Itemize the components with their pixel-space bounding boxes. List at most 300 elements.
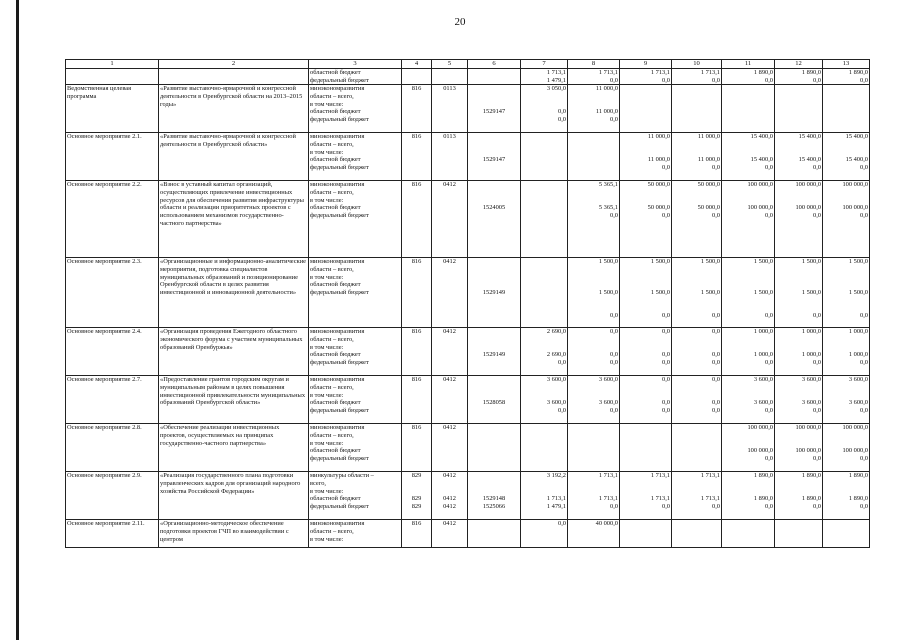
cell-line: в том числе:	[310, 535, 344, 543]
cell-line	[403, 384, 430, 392]
cell-line: 1 000,0	[801, 351, 821, 359]
cell-line: 2 690,0	[546, 328, 566, 336]
table-row	[66, 424, 870, 472]
cell-line: 1 713,1	[650, 495, 670, 503]
cell-line	[403, 399, 430, 407]
row-section-code	[432, 258, 468, 328]
row-grbs-code	[402, 472, 432, 520]
cell-line	[469, 149, 519, 157]
cell-line: минэкономразвития	[310, 424, 365, 432]
cell-line	[469, 133, 519, 141]
cell-line	[824, 480, 868, 488]
cell-line: 0,0	[765, 312, 773, 320]
cell-line: 3 192,2	[546, 472, 566, 480]
cell-line: 0,0	[662, 399, 670, 407]
cell-line: 1 713,1	[546, 495, 566, 503]
cell-line: областной бюджет	[310, 351, 361, 359]
row-amount-col-8	[568, 181, 620, 258]
cell-line: 50 000,0	[647, 204, 670, 212]
cell-line: области – всего,	[310, 336, 354, 344]
cell-line	[824, 149, 868, 157]
cell-line	[433, 447, 466, 455]
cell-line	[433, 344, 466, 352]
row-amount-col-7	[521, 258, 568, 328]
cell-line	[776, 281, 821, 289]
cell-line: 0412	[443, 503, 456, 511]
row-category: Основное мероприятие 2.9.	[66, 472, 159, 520]
cell-line: 1 500,0	[848, 289, 868, 297]
cell-line: 0,0	[662, 359, 670, 367]
cell-line	[433, 141, 466, 149]
row-amount-col-7	[521, 85, 568, 133]
row-amount-col-9	[620, 328, 672, 376]
row-section-code	[432, 181, 468, 258]
cell-line	[776, 488, 821, 496]
cell-line	[569, 344, 618, 352]
cell-line	[469, 376, 519, 384]
row-amount-col-11	[722, 472, 775, 520]
table-row	[66, 472, 870, 520]
cell-line: 0,0	[765, 455, 773, 463]
cell-line	[776, 305, 821, 313]
row-executor-source	[309, 376, 402, 424]
cell-line: федеральный бюджет	[310, 164, 369, 172]
row-amount-col-13	[823, 472, 870, 520]
row-amount-col-11	[722, 181, 775, 258]
page-number: 20	[454, 16, 466, 28]
cell-line: 40 000,0	[595, 520, 618, 528]
cell-line	[403, 344, 430, 352]
cell-line	[673, 392, 720, 400]
cell-line: 1 890,0	[801, 472, 821, 480]
cell-line	[433, 116, 466, 124]
cell-line	[433, 189, 466, 197]
cell-line	[723, 197, 773, 205]
cell-line	[433, 488, 466, 496]
cell-line	[569, 266, 618, 274]
cell-line: 0,0	[610, 76, 618, 84]
column-header-12: 12	[775, 60, 823, 69]
cell-line	[469, 85, 519, 93]
cell-line	[824, 440, 868, 448]
cell-line	[403, 359, 430, 367]
column-header-6: 6	[468, 60, 521, 69]
cell-line: 0,0	[662, 376, 670, 384]
cell-line: 1 890,0	[848, 495, 868, 503]
row-target-code	[468, 376, 521, 424]
cell-line	[469, 164, 519, 172]
column-header-5: 5	[432, 60, 468, 69]
cell-line: 11 000,0	[595, 108, 618, 116]
cell-line: 1 500,0	[700, 289, 720, 297]
row-amount-col-12	[775, 133, 823, 181]
cell-line: 0,0	[813, 503, 821, 511]
cell-line: области – всего,	[310, 93, 354, 101]
cell-line	[673, 274, 720, 282]
cell-line	[673, 149, 720, 157]
cell-line	[824, 488, 868, 496]
cell-line	[673, 305, 720, 313]
cell-line: 0412	[443, 181, 456, 189]
cell-line: 1 500,0	[598, 289, 618, 297]
row-category: Основное мероприятие 2.3.	[66, 258, 159, 328]
header-row	[66, 60, 870, 69]
cell-line	[469, 480, 519, 488]
cell-line	[776, 297, 821, 305]
cell-line: 816	[411, 85, 422, 93]
cell-line	[621, 305, 670, 313]
cell-line: 0,0	[860, 212, 868, 220]
cell-line	[776, 480, 821, 488]
cell-line	[403, 392, 430, 400]
table-row	[66, 328, 870, 376]
cell-line	[469, 328, 519, 336]
row-amount-col-8	[568, 85, 620, 133]
cell-line: областной бюджет	[310, 69, 361, 76]
cell-line	[433, 164, 466, 172]
cell-line	[469, 472, 519, 480]
cell-line: 1 890,0	[753, 472, 773, 480]
row-executor-source	[309, 424, 402, 472]
cell-line	[569, 93, 618, 101]
cell-line: 3 600,0	[546, 376, 566, 384]
cell-line: 3 050,0	[546, 85, 566, 93]
row-description: «Развитие выставочно-ярмарочной и конгрессной деятельности в Оренбургской области на 2013–2015 годы»	[159, 85, 309, 133]
cell-line: области – всего,	[310, 384, 354, 392]
cell-line	[824, 281, 868, 289]
row-category: Основное мероприятие 2.11.	[66, 520, 159, 548]
cell-line: 100 000,0	[747, 181, 773, 189]
row-executor-source	[309, 133, 402, 181]
cell-line	[469, 274, 519, 282]
cell-line	[776, 274, 821, 282]
cell-line: 11 000,0	[697, 156, 720, 164]
cell-line: в том числе:	[310, 196, 344, 204]
cell-line	[522, 384, 566, 392]
cell-line: 0,0	[662, 407, 670, 415]
cell-line: 5 365,1	[598, 204, 618, 212]
cell-line: 100 000,0	[842, 447, 868, 455]
cell-line: 0,0	[712, 503, 720, 511]
cell-line: 0,0	[712, 76, 720, 84]
cell-line	[723, 141, 773, 149]
cell-line	[433, 359, 466, 367]
cell-line: 0,0	[610, 407, 618, 415]
cell-line	[403, 407, 430, 415]
cell-line: 0,0	[610, 359, 618, 367]
cell-line: 1 890,0	[801, 495, 821, 503]
cell-line	[776, 141, 821, 149]
cell-line	[433, 281, 466, 289]
cell-line	[403, 141, 430, 149]
cell-line: 100 000,0	[747, 447, 773, 455]
cell-line: 100 000,0	[747, 204, 773, 212]
row-target-code	[468, 133, 521, 181]
row-category: Ведомственная целевая программа	[66, 85, 159, 133]
row-category: Основное мероприятие 2.4.	[66, 328, 159, 376]
cell-line	[569, 197, 618, 205]
row-amount-col-8	[568, 424, 620, 472]
cell-line: области – всего,	[310, 189, 354, 197]
cell-line: 15 400,0	[750, 156, 773, 164]
cell-line: федеральный бюджет	[310, 212, 369, 220]
cell-line: 1 500,0	[700, 258, 720, 266]
cell-line: 0,0	[813, 312, 821, 320]
row-grbs-code	[402, 424, 432, 472]
row-amount-col-8	[568, 133, 620, 181]
cell-line: федеральный бюджет	[310, 289, 369, 297]
row-amount-col-8	[568, 472, 620, 520]
cell-line: 3 600,0	[848, 399, 868, 407]
cell-line	[433, 336, 466, 344]
cell-line: 15 400,0	[798, 133, 821, 141]
cell-line: 0412	[443, 424, 456, 432]
cell-line	[403, 488, 430, 496]
cell-line	[433, 266, 466, 274]
row-executor-source	[309, 472, 402, 520]
cell-line	[522, 344, 566, 352]
cell-line	[403, 432, 430, 440]
row-amount-col-13	[823, 85, 870, 133]
cell-line: 0,0	[712, 328, 720, 336]
cell-line	[673, 297, 720, 305]
row-amount-col-12	[775, 258, 823, 328]
row-amount-col-12	[775, 85, 823, 133]
cell-line: 100 000,0	[842, 204, 868, 212]
cell-line: минэкономразвития	[310, 181, 365, 189]
cell-line	[824, 305, 868, 313]
row-amount-col-12	[775, 181, 823, 258]
cell-line: 0,0	[860, 76, 868, 84]
cell-line	[469, 344, 519, 352]
row-amount-col-9	[620, 376, 672, 424]
row-executor-source	[309, 328, 402, 376]
cell-line: 1 500,0	[598, 258, 618, 266]
cell-line	[673, 344, 720, 352]
cell-line: 0412	[443, 258, 456, 266]
cell-line: 0,0	[610, 312, 618, 320]
cell-line	[403, 274, 430, 282]
cell-line	[469, 197, 519, 205]
cell-line: 100 000,0	[795, 181, 821, 189]
cell-line	[403, 336, 430, 344]
row-amount-col-7	[521, 328, 568, 376]
cell-line: 1 890,0	[753, 69, 773, 76]
cell-line	[621, 297, 670, 305]
cell-line: 1 713,1	[700, 495, 720, 503]
cell-line: 816	[411, 520, 422, 528]
cell-line	[469, 281, 519, 289]
cell-line	[621, 488, 670, 496]
cell-line	[469, 407, 519, 415]
cell-line	[469, 93, 519, 101]
row-executor-source	[309, 258, 402, 328]
cell-line: 0,0	[712, 359, 720, 367]
cell-line	[621, 392, 670, 400]
cell-line: всего,	[310, 480, 326, 488]
cell-line: 1 500,0	[801, 289, 821, 297]
cell-line: 0,0	[712, 212, 720, 220]
cell-line: 0,0	[558, 359, 566, 367]
cell-line: минэкономразвития	[310, 133, 365, 141]
column-header-2: 2	[159, 60, 309, 69]
cell-line	[469, 101, 519, 109]
cell-line	[522, 392, 566, 400]
cell-line: 2 690,0	[546, 351, 566, 359]
cell-line: 0,0	[712, 407, 720, 415]
cell-line	[403, 93, 430, 101]
row-amount-col-9	[620, 258, 672, 328]
cell-line	[433, 399, 466, 407]
cell-line: 816	[411, 258, 422, 266]
row-amount-col-13	[823, 133, 870, 181]
row-target-code	[468, 69, 521, 85]
cell-line	[776, 189, 821, 197]
cell-line: 1 500,0	[753, 289, 773, 297]
cell-line: 3 600,0	[753, 376, 773, 384]
row-amount-col-11	[722, 85, 775, 133]
cell-line	[621, 197, 670, 205]
cell-line	[433, 440, 466, 448]
row-amount-col-9	[620, 520, 672, 548]
cell-line	[433, 156, 466, 164]
table-row	[66, 133, 870, 181]
cell-line: 1 479,1	[546, 503, 566, 511]
cell-line	[723, 281, 773, 289]
table-row	[66, 85, 870, 133]
row-amount-col-13	[823, 69, 870, 85]
cell-line: 0,0	[813, 76, 821, 84]
cell-line: 1 500,0	[801, 258, 821, 266]
cell-line	[776, 392, 821, 400]
cell-line: 0,0	[712, 376, 720, 384]
cell-line	[723, 305, 773, 313]
row-amount-col-7	[521, 424, 568, 472]
cell-line	[469, 258, 519, 266]
row-amount-col-11	[722, 328, 775, 376]
cell-line: 0,0	[712, 164, 720, 172]
cell-line	[621, 336, 670, 344]
cell-line: областной бюджет	[310, 108, 361, 116]
cell-line: федеральный бюджет	[310, 455, 369, 463]
cell-line	[433, 384, 466, 392]
cell-line: 50 000,0	[697, 181, 720, 189]
cell-line: 0412	[443, 495, 456, 503]
cell-line	[673, 189, 720, 197]
cell-line: 0,0	[662, 164, 670, 172]
row-description: «Организационно-методическое обеспечение подготовки проектов ГЧП во взаимодействии с центром	[159, 520, 309, 548]
cell-line: областной бюджет	[310, 204, 361, 212]
cell-line: в том числе:	[310, 487, 344, 495]
cell-line	[824, 189, 868, 197]
row-amount-col-12	[775, 69, 823, 85]
row-amount-col-9	[620, 85, 672, 133]
cell-line: 1 890,0	[801, 69, 821, 76]
cell-line: 1 713,1	[650, 472, 670, 480]
budget-table	[65, 59, 870, 548]
cell-line: 0,0	[813, 164, 821, 172]
cell-line	[776, 384, 821, 392]
cell-line	[433, 289, 466, 297]
cell-line	[433, 480, 466, 488]
cell-line	[469, 189, 519, 197]
cell-line	[723, 149, 773, 157]
cell-line: 829	[411, 472, 422, 480]
cell-line	[469, 116, 519, 124]
row-executor-source	[309, 520, 402, 548]
cell-line	[723, 189, 773, 197]
cell-line: 0,0	[813, 407, 821, 415]
row-grbs-code	[402, 520, 432, 548]
row-executor-source	[309, 69, 402, 85]
cell-line: 0,0	[558, 108, 566, 116]
column-header-8: 8	[568, 60, 620, 69]
cell-line	[403, 197, 430, 205]
cell-line: 1 000,0	[801, 328, 821, 336]
cell-line	[569, 297, 618, 305]
row-description: «Реализация государственного плана подготовки управленческих кадров для организаций народного хозяйства Российской Федерации»	[159, 472, 309, 520]
cell-line: областной бюджет	[310, 399, 361, 407]
cell-line: 0,0	[662, 212, 670, 220]
row-amount-col-13	[823, 181, 870, 258]
row-amount-col-10	[672, 181, 722, 258]
row-amount-col-7	[521, 520, 568, 548]
cell-line	[621, 141, 670, 149]
row-amount-col-11	[722, 424, 775, 472]
cell-line: 1 890,0	[848, 472, 868, 480]
cell-line: 100 000,0	[842, 424, 868, 432]
cell-line	[824, 344, 868, 352]
row-amount-col-7	[521, 133, 568, 181]
cell-line: 50 000,0	[647, 181, 670, 189]
cell-line	[776, 149, 821, 157]
row-amount-col-9	[620, 181, 672, 258]
cell-line: области – всего,	[310, 528, 354, 536]
row-grbs-code	[402, 69, 432, 85]
cell-line	[433, 93, 466, 101]
row-description: «Предоставление грантов городским округам и муниципальным районам в целях повышения инвестиционной привлекательности муниципальных образований Оренбургской области»	[159, 376, 309, 424]
cell-line	[621, 149, 670, 157]
cell-line	[569, 101, 618, 109]
cell-line: 100 000,0	[795, 204, 821, 212]
table-row	[66, 181, 870, 258]
cell-line: федеральный бюджет	[310, 116, 369, 124]
cell-line	[824, 266, 868, 274]
cell-line	[433, 274, 466, 282]
cell-line: 1529147	[482, 156, 506, 164]
cell-line	[621, 281, 670, 289]
cell-line: 1 713,1	[546, 69, 566, 76]
cell-line: 0,0	[860, 503, 868, 511]
cell-line: 0,0	[813, 359, 821, 367]
cell-line: 1529147	[482, 108, 506, 116]
row-section-code	[432, 133, 468, 181]
cell-line: 0,0	[860, 164, 868, 172]
cell-line: 0,0	[558, 520, 566, 528]
cell-line	[824, 141, 868, 149]
cell-line: 1 000,0	[753, 328, 773, 336]
row-section-code	[432, 69, 468, 85]
cell-line: 816	[411, 133, 422, 141]
cell-line	[776, 344, 821, 352]
cell-line	[569, 392, 618, 400]
row-amount-col-8	[568, 328, 620, 376]
cell-line: 1 000,0	[848, 351, 868, 359]
row-amount-col-13	[823, 328, 870, 376]
row-amount-col-11	[722, 520, 775, 548]
row-description: «Обеспечение реализации инвестиционных проектов, осуществляемых на принципах государственно-частного партнерства»	[159, 424, 309, 472]
cell-line: 0,0	[765, 76, 773, 84]
